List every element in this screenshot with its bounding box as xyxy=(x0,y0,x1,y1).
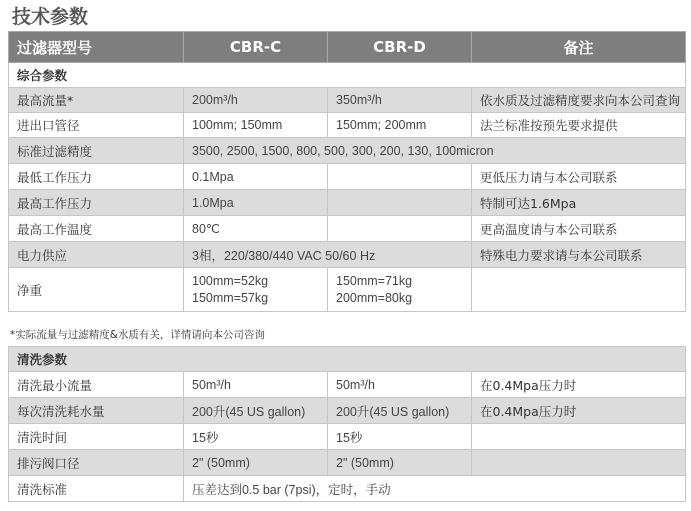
cell-span: 3500, 2500, 1500, 800, 500, 300, 200, 130, 100micron xyxy=(184,138,686,164)
cell-cbr-d: 15秒 xyxy=(328,424,472,450)
table-row xyxy=(9,450,686,476)
cell-cbr-d xyxy=(328,216,472,242)
table-row xyxy=(9,476,686,502)
cell-cbr-d xyxy=(328,190,472,216)
cell-cbr-d: 350m³/h xyxy=(328,88,472,113)
cell-remark: 法兰标准按预先要求提供 xyxy=(472,113,686,138)
weight-line: 200mm=80kg xyxy=(336,290,413,305)
row-label: 清洗标准 xyxy=(9,476,184,502)
weight-line: 150mm=71kg xyxy=(336,273,413,288)
table-row xyxy=(9,113,686,138)
table-row xyxy=(9,88,686,113)
row-label: 电力供应 xyxy=(9,242,184,268)
cell-remark xyxy=(472,450,686,476)
header-cbr-d: CBR-D xyxy=(328,32,472,63)
cell-cbr-d: 2" (50mm) xyxy=(328,450,472,476)
table-row xyxy=(9,164,686,190)
header-remarks: 备注 xyxy=(472,32,686,63)
cell-cbr-d: 150mm; 200mm xyxy=(328,113,472,138)
table-row xyxy=(9,190,686,216)
cell-cbr-c: 100mm; 150mm xyxy=(184,113,328,138)
row-label: 最高工作温度 xyxy=(9,216,184,242)
weight-line: 150mm=57kg xyxy=(192,290,269,305)
cell-cbr-c xyxy=(184,268,328,312)
row-label: 净重 xyxy=(9,268,184,312)
cell-cbr-d xyxy=(328,268,472,312)
cell-remark: 更低压力请与本公司联系 xyxy=(472,164,686,190)
footnote: *实际流量与过滤精度&水质有关，详情请向本公司咨询 xyxy=(10,329,265,341)
cell-cbr-c: 200升(45 US gallon) xyxy=(184,398,328,424)
cell-remark: 在0.4Mpa压力时 xyxy=(472,398,686,424)
header-cbr-c: CBR-C xyxy=(184,32,328,63)
cell-cbr-c: 0.1Mpa xyxy=(184,164,328,190)
row-label: 每次清洗耗水量 xyxy=(9,398,184,424)
table-row xyxy=(9,268,686,312)
cell-remark: 更高温度请与本公司联系 xyxy=(472,216,686,242)
row-label: 最高流量* xyxy=(9,88,184,113)
table-row xyxy=(9,138,686,164)
row-label: 清洗时间 xyxy=(9,424,184,450)
row-label: 标准过滤精度 xyxy=(9,138,184,164)
row-label: 进出口管径 xyxy=(9,113,184,138)
cell-cbr-c: 1.0Mpa xyxy=(184,190,328,216)
cell-cbr-d: 200升(45 US gallon) xyxy=(328,398,472,424)
row-label: 最低工作压力 xyxy=(9,164,184,190)
cell-cbr-d xyxy=(328,164,472,190)
cell-span: 3相，220/380/440 VAC 50/60 Hz xyxy=(184,242,472,268)
cell-remark: 特制可达1.6Mpa xyxy=(472,190,686,216)
cell-remark: 在0.4Mpa压力时 xyxy=(472,372,686,398)
cell-remark: 依水质及过滤精度要求向本公司查询 xyxy=(472,88,686,113)
row-label: 最高工作压力 xyxy=(9,190,184,216)
cell-cbr-c: 2" (50mm) xyxy=(184,450,328,476)
weight-line: 100mm=52kg xyxy=(192,273,269,288)
table-row xyxy=(9,424,686,450)
row-label: 排污阀口径 xyxy=(9,450,184,476)
table-row xyxy=(9,372,686,398)
spec-table-cleaning xyxy=(8,346,686,502)
table-row xyxy=(9,216,686,242)
row-label: 清洗最小流量 xyxy=(9,372,184,398)
section-row xyxy=(9,63,686,88)
section-title-cleaning: 清洗参数 xyxy=(9,347,686,372)
cell-cbr-c: 50m³/h xyxy=(184,372,328,398)
cell-remark xyxy=(472,268,686,312)
cell-cbr-c: 15秒 xyxy=(184,424,328,450)
table-row xyxy=(9,242,686,268)
header-model: 过滤器型号 xyxy=(9,32,184,63)
section-title-general: 综合参数 xyxy=(9,63,686,88)
table-row xyxy=(9,398,686,424)
section-row xyxy=(9,347,686,372)
cell-span: 压差达到0.5 bar (7psi)，定时，手动 xyxy=(184,476,686,502)
spec-table-general xyxy=(8,31,686,312)
cell-cbr-c: 80℃ xyxy=(184,216,328,242)
cell-remark xyxy=(472,424,686,450)
header-row xyxy=(9,32,686,63)
cell-remark: 特殊电力要求请与本公司联系 xyxy=(472,242,686,268)
cell-cbr-d: 50m³/h xyxy=(328,372,472,398)
cell-cbr-c: 200m³/h xyxy=(184,88,328,113)
page-title: 技术参数 xyxy=(12,6,89,28)
